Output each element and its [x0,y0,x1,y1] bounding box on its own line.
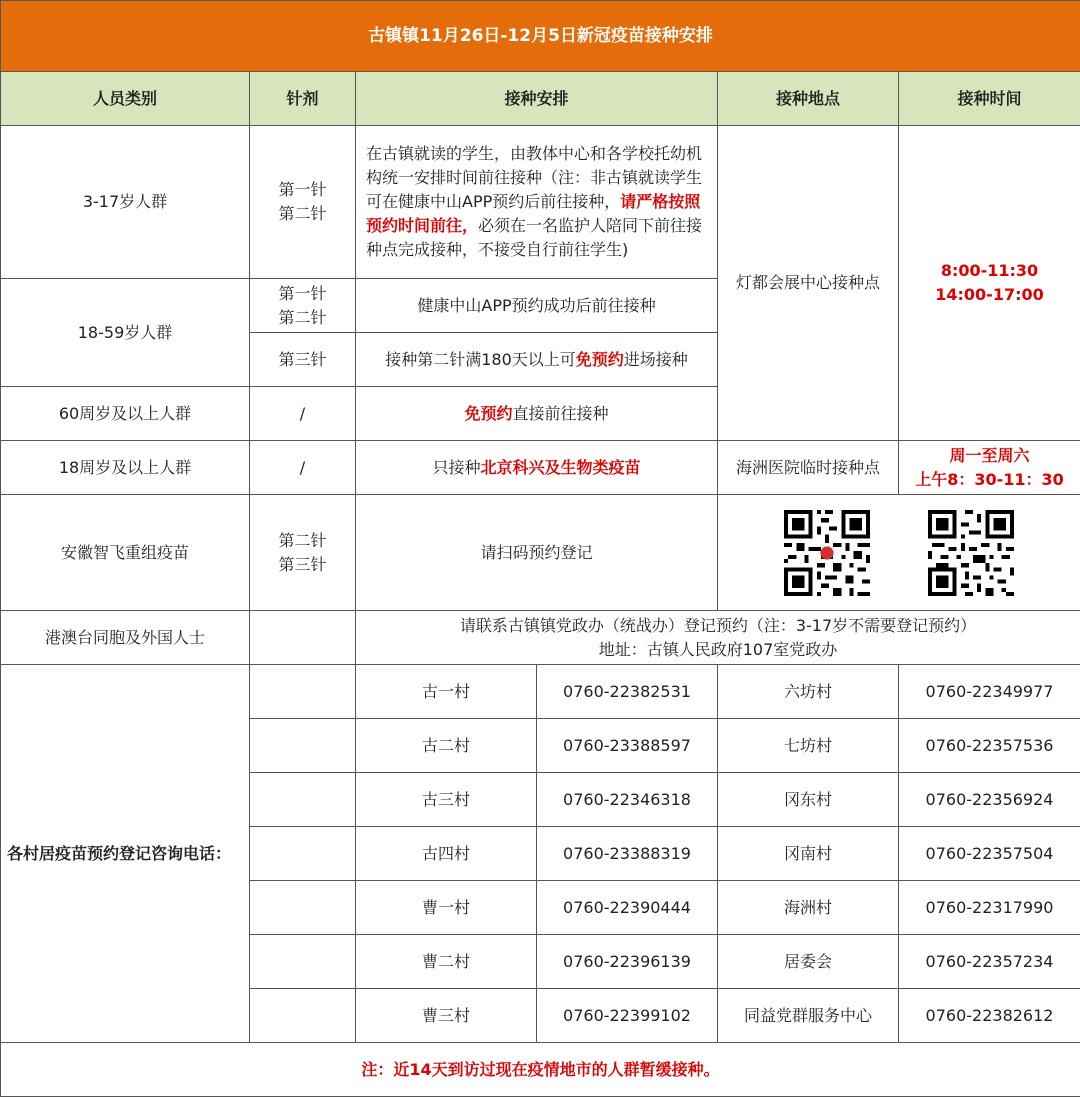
header-plan: 接种安排 [356,72,718,126]
contact-empty [250,719,356,773]
plan-hk-macau-tw [356,611,1080,665]
category-zhifei: 安徽智飞重组疫苗 [1,495,250,611]
row-3-17 [1,126,1080,279]
page-title: 古镇镇11月26日-12月5日新冠疫苗接种安排 [1,1,1080,72]
plan-red-text: 请严格按照预约时间前往， [366,192,700,235]
dose-line: 第一针 [256,282,349,306]
row-zhifei [1,495,1080,611]
contacts-label: 各村居疫苗预约登记咨询电话： [1,665,250,1043]
dose-60-plus: / [250,387,356,441]
category-18-plus: 18周岁及以上人群 [1,441,250,495]
header-category: 人员类别 [1,72,250,126]
footnote: 注：近14天到访过现在疫情地市的人群暂缓接种。 [1,1043,1080,1097]
qr-code-icon[interactable] [919,510,1023,596]
plan-line: 地址：古镇人民政府107室党政办 [362,638,1074,662]
contact-empty [250,827,356,881]
plan-18-59-a: 健康中山APP预约成功后前往接种 [356,279,718,333]
village-phone: 0760-22382531 [537,665,718,719]
plan-18-plus [356,441,718,495]
dose-zhifei [250,495,356,611]
plan-red-text: 免预约 [576,350,624,369]
village-name: 同益党群服务中心 [718,989,899,1043]
village-name: 七坊村 [718,719,899,773]
plan-line: 请联系古镇镇党政办（统战办）登记预约（注：3-17岁不需要登记预约） [362,614,1074,638]
plan-3-17 [356,126,718,279]
dose-line: 第二针 [256,306,349,330]
village-name: 冈东村 [718,773,899,827]
village-name: 居委会 [718,935,899,989]
dose-line: 第二针 [256,529,349,553]
time-line: 14:00-17:00 [905,283,1074,307]
time-haizhou [899,441,1080,495]
village-phone: 0760-22317990 [899,881,1080,935]
contact-row [1,665,1080,719]
dose-18-59-a [250,279,356,333]
row-hk-macau-tw [1,611,1080,665]
contact-empty [250,773,356,827]
village-name: 曹二村 [356,935,537,989]
time-line: 周一至周六 [905,444,1074,468]
plan-text: 进场接种 [624,350,688,369]
time-main [899,126,1080,441]
plan-zhifei: 请扫码预约登记 [356,495,718,611]
site-haizhou: 海洲医院临时接种点 [718,441,899,495]
village-name: 古一村 [356,665,537,719]
village-phone: 0760-22390444 [537,881,718,935]
village-name: 古三村 [356,773,537,827]
dose-18-59-b: 第三针 [250,333,356,387]
footnote-row [1,1043,1080,1097]
time-line: 8:00-11:30 [905,259,1074,283]
plan-red-text: 北京科兴及生物类疫苗 [481,458,641,477]
plan-text: 只接种 [432,458,480,477]
village-phone: 0760-22357536 [899,719,1080,773]
village-phone: 0760-22357234 [899,935,1080,989]
dose-line: 第二针 [256,202,349,226]
contact-empty [250,989,356,1043]
contact-empty [250,935,356,989]
village-phone: 0760-22346318 [537,773,718,827]
village-phone: 0760-22399102 [537,989,718,1043]
plan-text: 在古镇就读的学生，由教体中心和各学校托幼机构统一安排时间前往接种（注：非古镇就读学生可在健康中山APP预约后前往接种， [366,144,702,211]
row-18-plus [1,441,1080,495]
header-dose: 针剂 [250,72,356,126]
plan-60-plus [356,387,718,441]
village-phone: 0760-23388319 [537,827,718,881]
village-name: 曹一村 [356,881,537,935]
village-phone: 0760-22349977 [899,665,1080,719]
village-name: 古二村 [356,719,537,773]
site-main: 灯都会展中心接种点 [718,126,899,441]
category-18-59: 18-59岁人群 [1,279,250,387]
category-60-plus: 60周岁及以上人群 [1,387,250,441]
village-phone: 0760-22396139 [537,935,718,989]
plan-18-59-b [356,333,718,387]
village-phone: 0760-22382612 [899,989,1080,1043]
village-name: 曹三村 [356,989,537,1043]
dose-line: 第一针 [256,178,349,202]
category-hk-macau-tw: 港澳台同胞及外国人士 [1,611,250,665]
plan-text: 接种第二针满180天以上可 [385,350,576,369]
village-phone: 0760-23388597 [537,719,718,773]
village-name: 古四村 [356,827,537,881]
header-row [1,72,1080,126]
category-3-17: 3-17岁人群 [1,126,250,279]
plan-text: 直接前往接种 [513,404,609,423]
header-time: 接种时间 [899,72,1080,126]
dose-line: 第三针 [256,553,349,577]
qr-codes [718,495,1080,611]
village-phone: 0760-22357504 [899,827,1080,881]
plan-red-text: 免预约 [464,404,512,423]
time-line: 上午8：30-11：30 [905,468,1074,492]
dose-3-17 [250,126,356,279]
header-site: 接种地点 [718,72,899,126]
plan-text: 必须在一名监护人陪同下前往接种点完成接种，不接受自行前往学生) [366,216,702,259]
qr-code-icon[interactable] [775,510,879,596]
village-name: 冈南村 [718,827,899,881]
contact-empty [250,881,356,935]
contact-empty [250,665,356,719]
dose-empty [250,611,356,665]
village-phone: 0760-22356924 [899,773,1080,827]
dose-18-plus: / [250,441,356,495]
village-name: 六坊村 [718,665,899,719]
village-name: 海洲村 [718,881,899,935]
